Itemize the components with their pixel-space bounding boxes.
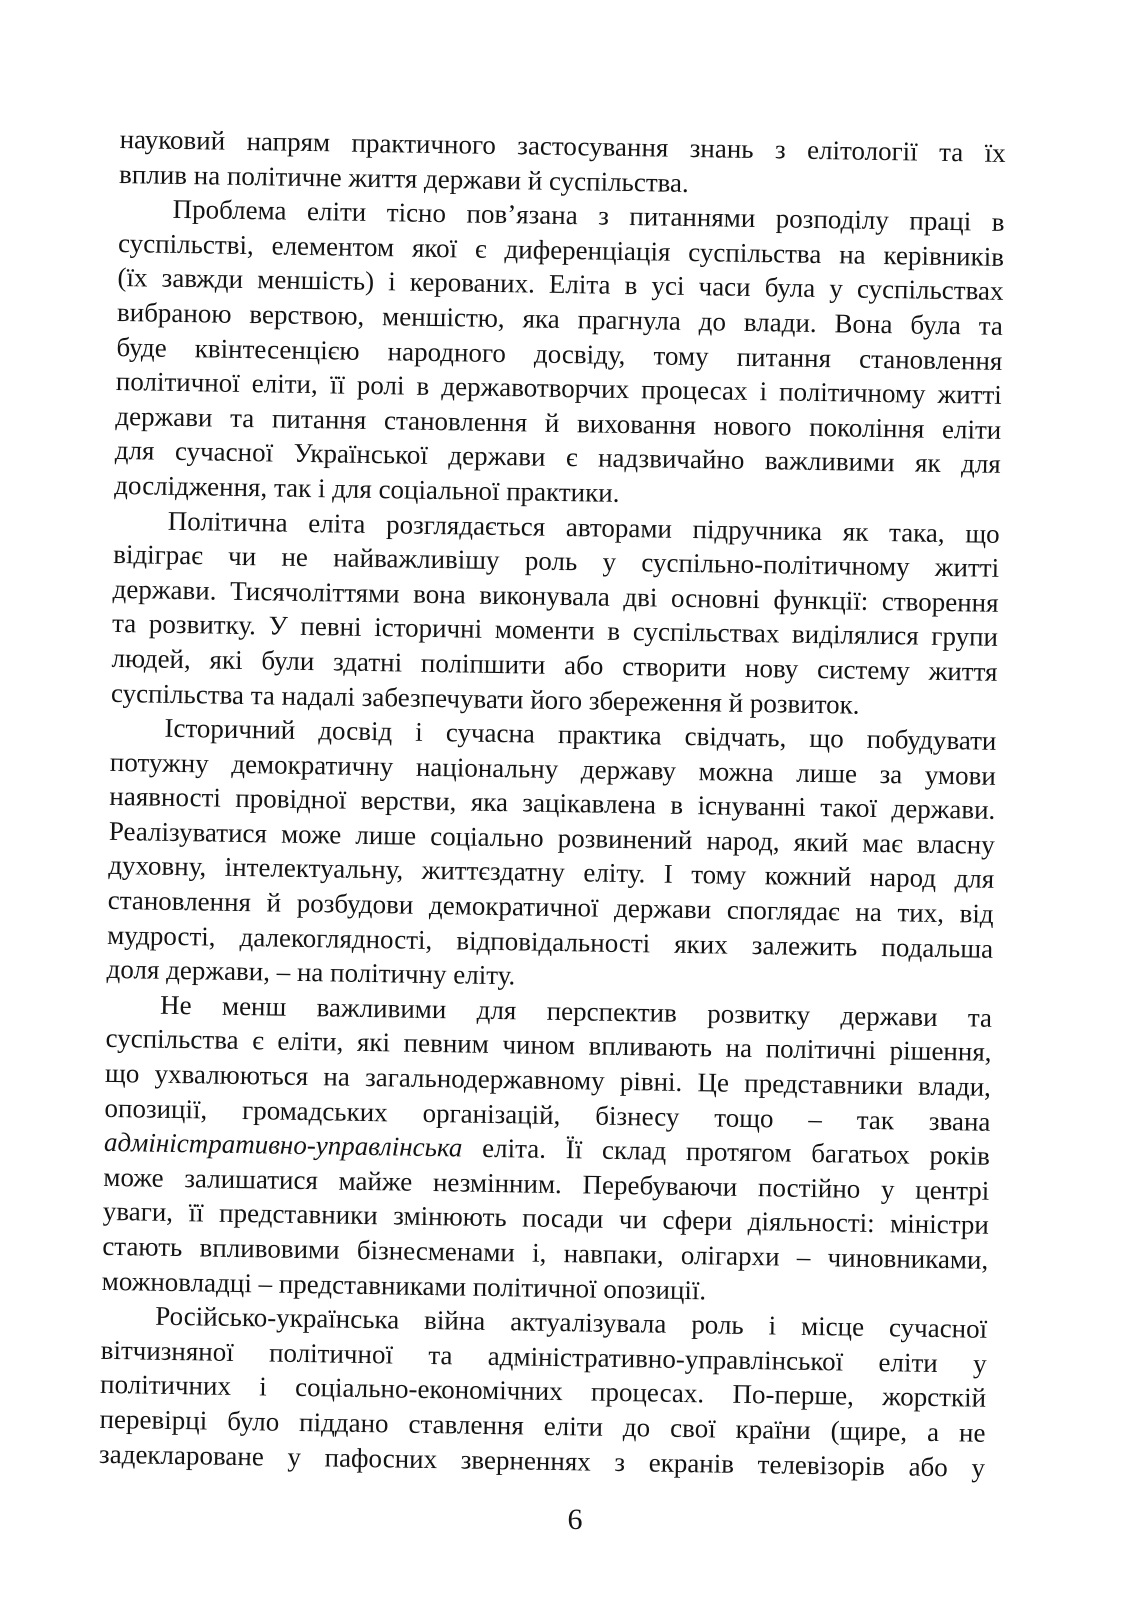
text-segment: уваги, її представники змінюють посади чи сфери діяльності: міністри — [102, 1196, 990, 1241]
text-segment: можновладці – представниками політичної опозиції. — [101, 1265, 707, 1305]
text-segment: становлення й розбудови демократичної держави споглядає на тих, від — [107, 884, 994, 929]
text-segment: Російсько-українська війна актуалізувала роль і місце сучасної — [155, 1300, 988, 1344]
text-segment: для сучасної Української держави є надзвичайно важливими як для — [114, 435, 1001, 480]
paragraph — [106, 710, 996, 1001]
text-segment: доля держави, – на політичну еліту. — [106, 954, 516, 991]
text-segment: опозиції, громадських організацій, бізнесу тощо – так звана — [104, 1092, 991, 1137]
text-segment: перевірці було піддано ставлення еліти до свої країни (щире, а не — [99, 1403, 986, 1448]
text-segment: стають впливовими бізнесменами і, навпаки, олігархи – чиновниками, — [102, 1230, 989, 1275]
text-block — [99, 122, 1006, 1485]
text-segment: еліта. Її склад протягом багатьох років — [462, 1132, 991, 1172]
text-segment: держави та питання становлення й виховання нового покоління еліти — [115, 400, 1002, 445]
page-number: 6 — [567, 1503, 583, 1536]
paragraph — [99, 1298, 988, 1485]
text-segment: Проблема еліти тісно пов’язана з питаннями розподілу праці в — [172, 194, 1005, 238]
italic-text-segment: адміністративно-управлінська — [103, 1127, 463, 1163]
text-segment: політичних і соціально-економічних процесах. По-перше, жорсткій — [99, 1369, 987, 1414]
text-segment: Політична еліта розглядається авторами підручника як така, що — [167, 505, 1000, 549]
text-segment: відіграє чи не найважливішу роль у суспільно-політичному житті — [112, 539, 1000, 583]
text-segment: суспільства та надалі забезпечувати його збереження й розвиток. — [110, 677, 860, 720]
text-segment: мудрості, далекоглядності, відповідальності яких залежить подальша — [106, 919, 994, 964]
text-segment: вибраною верствою, меншістю, яка прагнула до влади. Вона була та — [116, 296, 1004, 341]
text-segment: (їх завжди меншість) і керованих. Еліта в усі часи була у суспільствах — [117, 262, 1004, 307]
paragraph — [102, 987, 993, 1312]
text-segment: політичної еліти, її ролі в державотворчих процесах і політичному житті — [115, 366, 1003, 411]
text-segment: задеклароване у пафосних зверненнях з екранів телевізорів або у — [98, 1438, 986, 1483]
text-segment: суспільстві, елементом якої є диференціація суспільства на керівників — [117, 227, 1005, 272]
text-segment: науковий напрям практичного застосування знань з елітології та їх — [119, 123, 1006, 168]
text-segment: та розвитку. У певні історичні моменти в суспільствах виділялися групи — [111, 608, 999, 653]
text-segment: суспільства є еліти, які певним чином впливають на політичні рішення, — [105, 1023, 992, 1068]
paragraph — [114, 191, 1005, 516]
text-segment: вітчизняної політичної та адміністративно-управлінської еліти у — [100, 1334, 987, 1379]
text-segment: вплив на політичне життя держави й суспільства. — [118, 158, 690, 198]
text-segment: наявності провідної верстви, яка зацікавлена в існуванні такої держави. — [109, 781, 996, 826]
text-segment: людей, які були здатні поліпшити або створити нову систему життя — [111, 642, 998, 687]
text-segment: духовну, інтелектуальну, життєздатну еліту. І тому кожний народ для — [108, 850, 995, 895]
text-segment: дослідження, так і для соціальної практики. — [114, 469, 620, 508]
paragraph — [111, 502, 1000, 723]
text-segment: держави. Тисячоліттями вона виконувала дві основні функції: створення — [112, 573, 999, 618]
text-segment: Не менш важливими для перспектив розвитку держави та — [159, 989, 993, 1033]
text-segment: Реалізуватися може лише соціально розвинений народ, який має власну — [108, 815, 995, 860]
text-segment: потужну демократичну національну державу можна лише за умови — [109, 746, 997, 791]
text-segment: буде квінтесенцією народного досвіду, тому питання становлення — [116, 331, 1003, 376]
scanned-text-area — [99, 122, 1006, 1485]
text-segment: що ухвалюються на загальнодержавному рівні. Це представники влади, — [104, 1057, 992, 1102]
text-segment: може залишатися майже незмінним. Перебуваючи постійно у центрі — [103, 1161, 990, 1206]
text-segment: Історичний досвід і сучасна практика свідчать, що побудувати — [164, 712, 997, 756]
